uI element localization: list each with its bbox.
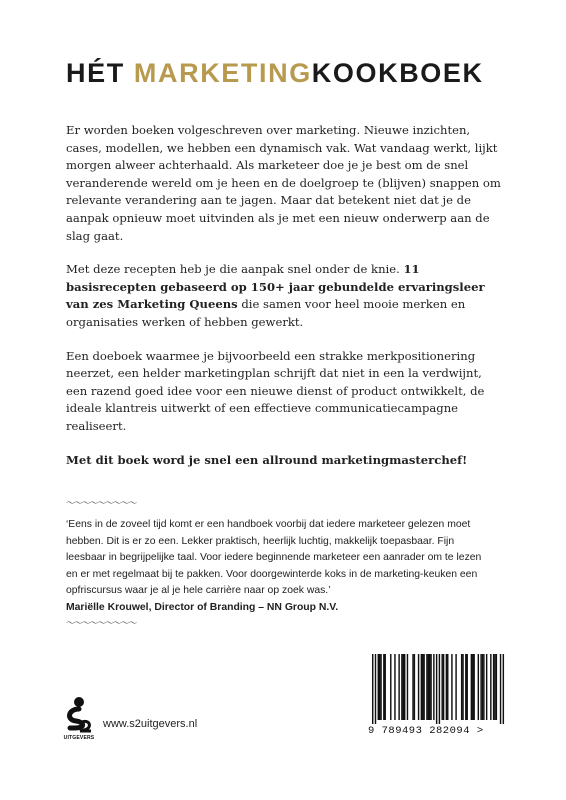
barcode-bar — [494, 654, 495, 720]
quote-text: ‘Eens in de zoveel tijd komt er een handboek voorbij dat iedere marketeer gelezen moet hebben. Dit is er zo een. Lekker praktisch, heerlijk luchtig, makkelijk toepasbaar. Fijn leesbaar in begrijpelijke taal. Voor iedere beginnende marketeer een aanrader om te lezen en er met regelmaat bij te pakken. Voor doorgewinterde koks in de marketing-keuken een opfriscursus waar je al je hele carrière naar op zoek was.’ — [66, 519, 482, 597]
title-suffix: KOOKBOEK — [311, 58, 484, 88]
barcode-bar — [496, 654, 497, 720]
title-prefix: HÉT — [66, 58, 134, 88]
barcode-bar — [465, 654, 466, 720]
endorsement-quote — [66, 517, 486, 617]
barcode-bar — [401, 654, 402, 720]
barcode-bar — [446, 654, 447, 720]
barcode-bar — [380, 654, 381, 720]
barcode-bar — [394, 654, 395, 720]
barcode-bar — [414, 654, 415, 720]
barcode-bar — [443, 654, 444, 720]
barcode-bar — [398, 654, 399, 720]
barcode-bar — [390, 654, 391, 720]
s2-logo-icon — [62, 696, 96, 736]
barcode-bar — [493, 654, 494, 720]
barcode-bar — [383, 654, 384, 720]
barcode-bar — [441, 654, 442, 720]
barcode-bar — [486, 654, 487, 720]
barcode-bar — [455, 654, 456, 720]
barcode-bar — [372, 654, 373, 724]
barcode-bar — [478, 654, 479, 720]
barcode-digits: 9 789493 282094 > — [368, 725, 484, 737]
barcode-bar — [503, 654, 504, 724]
barcode-bar — [433, 654, 434, 720]
paragraph-2-bold: 11 basisrecepten gebaseerd op 150+ jaar gebundelde ervaringsleer van zes Marketing Queens — [66, 262, 485, 312]
barcode-bar — [480, 654, 481, 720]
barcode-bar — [421, 654, 422, 720]
isbn-barcode — [368, 654, 508, 740]
barcode-bar — [483, 654, 484, 720]
barcode-bar — [471, 654, 472, 720]
barcode-bar — [385, 654, 386, 720]
barcode-bar — [423, 654, 424, 720]
blurb-paragraph-2 — [66, 261, 506, 331]
barcode-bar — [422, 654, 423, 720]
barcode-bar — [447, 654, 448, 720]
book-title — [66, 56, 484, 90]
barcode-bar — [378, 654, 379, 720]
title-highlight: MARKETING — [133, 58, 312, 88]
barcode-bar — [500, 654, 501, 724]
barcode-bars — [368, 654, 508, 724]
publisher-website: www.s2uitgevers.nl — [103, 718, 198, 730]
barcode-bar — [375, 654, 376, 724]
barcode-bar — [404, 654, 405, 720]
quote-author: Mariëlle Krouwel, Director of Branding – NN Group N.V. — [66, 601, 339, 613]
blurb — [66, 122, 506, 485]
barcode-bar — [482, 654, 483, 720]
publisher-logo-text: UITGEVERS — [63, 735, 95, 741]
blurb-paragraph-1: Er worden boeken volgeschreven over marketing. Nieuwe inzichten, cases, modellen, we hebben een dynamisch vak. Wat vandaag werkt, lijkt morgen alweer achterhaald. Als marketeer doe je je best om de snel veranderende wereld om je heen en de doelgroep te (blijven) snappen om relevante verandering aan te jagen. Maar dat betekent niet dat je de aanpak opnieuw moet uitvinden als je met een nieuw onderwerp aan de slag gaat. — [66, 123, 501, 243]
barcode-bar — [407, 654, 408, 720]
barcode-bar — [430, 654, 431, 720]
barcode-bar — [472, 654, 473, 720]
barcode-bar — [462, 654, 463, 720]
barcode-bar — [412, 654, 413, 720]
barcode-bar — [428, 654, 429, 720]
barcode-bar — [461, 654, 462, 720]
barcode-bar — [418, 654, 419, 720]
barcode-bar — [436, 654, 437, 724]
barcode-bar — [439, 654, 440, 724]
barcode-bar — [379, 654, 380, 720]
barcode-bar — [426, 654, 427, 720]
barcode-bar — [473, 654, 474, 720]
barcode-bar — [466, 654, 467, 720]
barcode-bar — [451, 654, 452, 720]
barcode-bar — [403, 654, 404, 720]
wave-divider-top: 〜〜〜〜〜〜〜〜〜 — [66, 499, 137, 509]
closing-line: Met dit boek word je snel een allround marketingmasterchef! — [66, 452, 468, 467]
barcode-bar — [490, 654, 491, 720]
wave-divider-bottom: 〜〜〜〜〜〜〜〜〜 — [66, 619, 137, 629]
paragraph-2-lead: Met deze recepten heb je die aanpak snel onder de knie. — [66, 262, 404, 277]
blurb-paragraph-3: Een doeboek waarmee je bijvoorbeeld een strakke merkpositionering neerzet, een helder marketingplan schrijft dat niet in een la verdwijnt, een razend goed idee voor een nieuwe dienst of product ontwikkelt, de ideale klantreis uitwerkt of een effectieve communicatiecampagne realiseert. — [66, 348, 485, 433]
paragraph-2-tail: die samen voor heel mooie merken en organisaties werken of hebben gewerkt. — [66, 297, 466, 329]
barcode-bar — [429, 654, 430, 720]
